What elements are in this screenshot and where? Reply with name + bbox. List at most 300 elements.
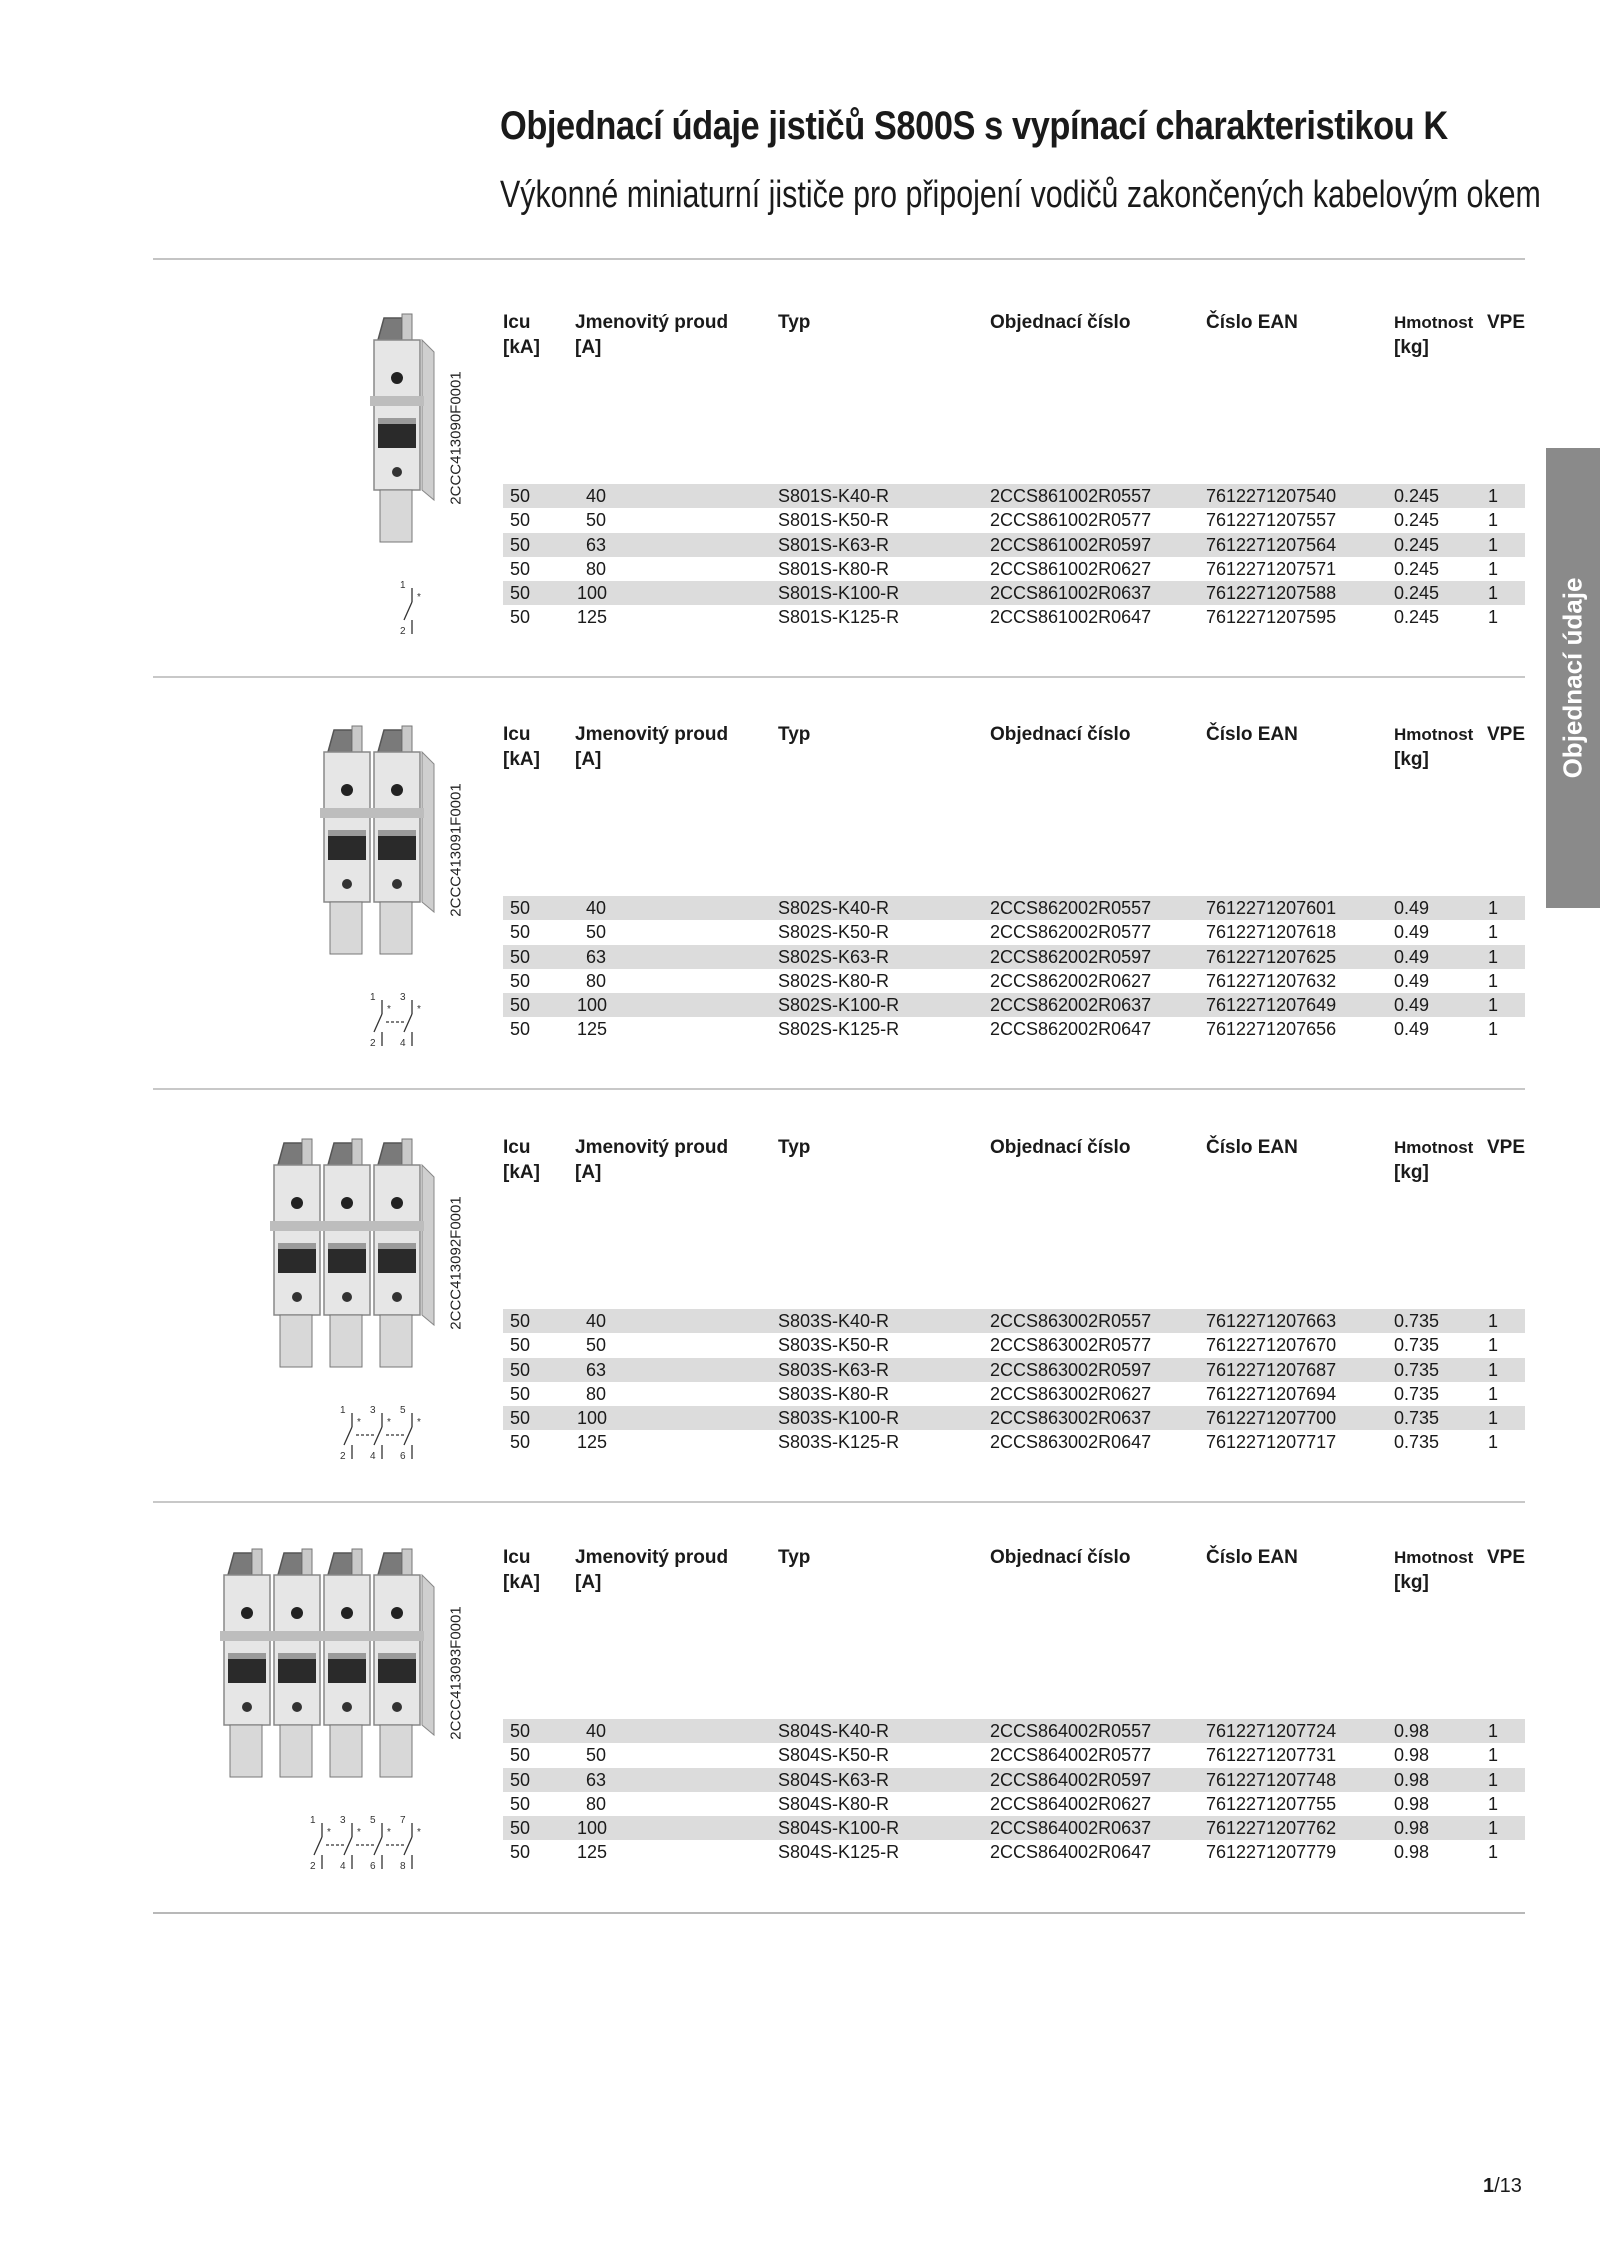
page-subtitle: Výkonné miniaturní jističe pro připojení vodičů zakončených kabelovým okem xyxy=(500,174,1541,216)
table-row xyxy=(503,484,1525,508)
cell-order-number: 2CCS862002R0597 xyxy=(990,946,1152,967)
image-code xyxy=(446,783,466,917)
page-number xyxy=(1483,2175,1522,2198)
cell-type: S804S-K100-R xyxy=(778,1818,900,1839)
terminal-number: 3 xyxy=(400,992,406,1003)
terminal-number: 3 xyxy=(340,1815,346,1826)
cell-ean: 7612271207748 xyxy=(1206,1769,1337,1790)
data-table xyxy=(503,1309,1525,1455)
cell-icu: 50 xyxy=(510,898,531,918)
cell-weight: 0.735 xyxy=(1394,1383,1440,1404)
svg-text:*: * xyxy=(387,1417,391,1428)
header-current-unit: [A] xyxy=(575,337,602,358)
cell-weight: 0.245 xyxy=(1394,534,1440,555)
header-vpe xyxy=(1487,1545,1525,1570)
cell-type: S804S-K50-R xyxy=(778,1745,890,1766)
cell-order-number: 2CCS864002R0627 xyxy=(990,1793,1152,1814)
header-ean-label: Číslo EAN xyxy=(1206,312,1298,333)
cell-icu: 50 xyxy=(510,922,531,943)
table-row xyxy=(503,1816,1525,1840)
header-vpe-label: VPE xyxy=(1487,312,1526,333)
header-ean xyxy=(1206,1545,1298,1570)
cell-vpe: 1 xyxy=(1488,534,1499,555)
breaker-product-image xyxy=(208,1535,436,1800)
breaker-product-image xyxy=(358,300,436,565)
svg-text:*: * xyxy=(357,1827,361,1838)
image-code-text: 2CCC413093F0001 xyxy=(447,1606,465,1740)
table-row xyxy=(503,1792,1525,1816)
cell-ean: 7612271207663 xyxy=(1206,1311,1337,1331)
cell-type: S804S-K80-R xyxy=(778,1793,890,1814)
section-divider xyxy=(153,1088,1525,1090)
terminal-number: 5 xyxy=(370,1815,376,1826)
cell-type: S803S-K125-R xyxy=(778,1432,900,1453)
cell-vpe: 1 xyxy=(1488,1335,1499,1356)
cell-weight: 0.98 xyxy=(1394,1842,1430,1863)
cell-ean: 7612271207762 xyxy=(1206,1818,1337,1839)
cell-weight: 0.245 xyxy=(1394,607,1440,628)
product-section xyxy=(0,702,1600,1116)
data-table xyxy=(503,896,1525,1042)
cell-ean: 7612271207601 xyxy=(1206,898,1337,918)
cell-type: S804S-K40-R xyxy=(778,1721,890,1741)
cell-icu: 50 xyxy=(510,1019,531,1040)
page-index: /13 xyxy=(1494,2175,1522,2197)
cell-current: 40 xyxy=(586,898,607,918)
cell-ean: 7612271207564 xyxy=(1206,534,1337,555)
terminal-number: 7 xyxy=(400,1815,406,1826)
cell-ean: 7612271207618 xyxy=(1206,922,1337,943)
cell-type: S802S-K125-R xyxy=(778,1019,900,1040)
cell-vpe: 1 xyxy=(1488,1745,1499,1766)
svg-text:*: * xyxy=(387,1827,391,1838)
header-current-unit: [A] xyxy=(575,749,602,770)
cell-ean: 7612271207779 xyxy=(1206,1842,1337,1863)
terminal-number: 5 xyxy=(400,1405,406,1416)
product-section xyxy=(0,1115,1600,1529)
table-row xyxy=(503,1358,1525,1382)
header-current xyxy=(575,1135,728,1185)
cell-weight: 0.735 xyxy=(1394,1311,1440,1331)
header-type-label: Typ xyxy=(778,1137,811,1158)
cell-current: 100 xyxy=(577,1818,608,1839)
cell-current: 80 xyxy=(586,1793,607,1814)
header-icu xyxy=(503,310,540,360)
terminal-number: 1 xyxy=(310,1815,316,1826)
cell-icu: 50 xyxy=(510,558,531,579)
cell-weight: 0.49 xyxy=(1394,1019,1430,1040)
cell-vpe: 1 xyxy=(1488,510,1499,531)
header-icu-label: Icu xyxy=(503,312,531,333)
cell-icu: 50 xyxy=(510,607,531,628)
header-weight-unit: [kg] xyxy=(1394,1572,1429,1593)
cell-icu: 50 xyxy=(510,534,531,555)
cell-weight: 0.735 xyxy=(1394,1408,1440,1429)
header-order-number-label: Objednací číslo xyxy=(990,1137,1131,1158)
header-vpe xyxy=(1487,1135,1525,1160)
header-weight xyxy=(1394,1545,1473,1595)
cell-ean: 7612271207724 xyxy=(1206,1721,1337,1741)
cell-order-number: 2CCS864002R0647 xyxy=(990,1842,1152,1863)
table-row xyxy=(503,1309,1525,1333)
table-row xyxy=(503,993,1525,1017)
image-code xyxy=(446,1196,466,1330)
cell-icu: 50 xyxy=(510,486,531,506)
cell-type: S804S-K63-R xyxy=(778,1769,890,1790)
header-icu-label: Icu xyxy=(503,1547,531,1568)
header-type-label: Typ xyxy=(778,724,811,745)
cell-vpe: 1 xyxy=(1488,1019,1499,1040)
cell-order-number: 2CCS861002R0647 xyxy=(990,607,1152,628)
cell-ean: 7612271207588 xyxy=(1206,583,1337,604)
table-row xyxy=(503,1430,1525,1454)
cell-type: S801S-K80-R xyxy=(778,558,890,579)
table-row xyxy=(503,533,1525,557)
cell-type: S803S-K50-R xyxy=(778,1335,890,1356)
cell-weight: 0.98 xyxy=(1394,1745,1430,1766)
cell-order-number: 2CCS863002R0557 xyxy=(990,1311,1152,1331)
cell-order-number: 2CCS864002R0557 xyxy=(990,1721,1152,1741)
table-row xyxy=(503,1333,1525,1357)
cell-order-number: 2CCS862002R0627 xyxy=(990,970,1152,991)
header-weight xyxy=(1394,310,1473,360)
header-weight-label: Hmotnost xyxy=(1394,1548,1474,1567)
cell-ean: 7612271207632 xyxy=(1206,970,1337,991)
section-divider xyxy=(153,1501,1525,1503)
cell-type: S803S-K80-R xyxy=(778,1383,890,1404)
table-row xyxy=(503,945,1525,969)
cell-weight: 0.98 xyxy=(1394,1721,1430,1741)
cell-icu: 50 xyxy=(510,946,531,967)
cell-order-number: 2CCS863002R0577 xyxy=(990,1335,1152,1356)
cell-weight: 0.735 xyxy=(1394,1359,1440,1380)
cell-current: 63 xyxy=(586,1769,607,1790)
cell-current: 63 xyxy=(586,946,607,967)
cell-icu: 50 xyxy=(510,1769,531,1790)
terminal-number: 1 xyxy=(340,1405,346,1416)
header-type xyxy=(778,1545,810,1570)
cell-current: 50 xyxy=(586,1745,607,1766)
header-weight-unit: [kg] xyxy=(1394,1162,1429,1183)
section-divider xyxy=(153,676,1525,678)
cell-vpe: 1 xyxy=(1488,558,1499,579)
data-table xyxy=(503,1719,1525,1865)
cell-type: S803S-K63-R xyxy=(778,1359,890,1380)
cell-order-number: 2CCS862002R0637 xyxy=(990,995,1152,1016)
table-row xyxy=(503,1840,1525,1864)
cell-ean: 7612271207700 xyxy=(1206,1408,1337,1429)
cell-type: S803S-K40-R xyxy=(778,1311,890,1331)
svg-text:*: * xyxy=(327,1827,331,1838)
table-row xyxy=(503,969,1525,993)
cell-icu: 50 xyxy=(510,1842,531,1863)
cell-ean: 7612271207571 xyxy=(1206,558,1337,579)
cell-type: S801S-K100-R xyxy=(778,583,900,604)
header-vpe-label: VPE xyxy=(1487,1547,1526,1568)
svg-text:*: * xyxy=(387,1004,391,1015)
cell-order-number: 2CCS864002R0637 xyxy=(990,1818,1152,1839)
cell-weight: 0.49 xyxy=(1394,946,1430,967)
product-section xyxy=(0,290,1600,704)
header-current xyxy=(575,310,728,360)
header-order-number xyxy=(990,1135,1130,1160)
cell-icu: 50 xyxy=(510,1745,531,1766)
header-icu-label: Icu xyxy=(503,1137,531,1158)
table-row xyxy=(503,1719,1525,1743)
bottom-divider xyxy=(153,1912,1525,1914)
header-ean xyxy=(1206,1135,1298,1160)
cell-icu: 50 xyxy=(510,995,531,1016)
header-vpe xyxy=(1487,722,1525,747)
cell-order-number: 2CCS864002R0597 xyxy=(990,1769,1152,1790)
cell-order-number: 2CCS861002R0637 xyxy=(990,583,1152,604)
header-icu xyxy=(503,722,540,772)
header-current-label: Jmenovitý proud xyxy=(575,724,729,745)
cell-ean: 7612271207540 xyxy=(1206,486,1337,506)
header-icu-unit: [kA] xyxy=(503,337,540,358)
header-ean-label: Číslo EAN xyxy=(1206,724,1298,745)
header-type xyxy=(778,310,810,335)
cell-icu: 50 xyxy=(510,510,531,531)
table-row xyxy=(503,896,1525,920)
cell-type: S802S-K100-R xyxy=(778,995,900,1016)
cell-ean: 7612271207717 xyxy=(1206,1432,1337,1453)
cell-weight: 0.98 xyxy=(1394,1818,1430,1839)
cell-weight: 0.49 xyxy=(1394,995,1430,1016)
svg-text:*: * xyxy=(417,592,421,603)
breaker-product-image xyxy=(258,1125,436,1390)
cell-current: 40 xyxy=(586,1721,607,1741)
cell-icu: 50 xyxy=(510,1432,531,1453)
cell-current: 80 xyxy=(586,1383,607,1404)
cell-type: S802S-K40-R xyxy=(778,898,890,918)
cell-current: 125 xyxy=(577,1432,608,1453)
cell-current: 100 xyxy=(577,995,608,1016)
header-order-number xyxy=(990,1545,1130,1570)
cell-vpe: 1 xyxy=(1488,1721,1499,1741)
cell-vpe: 1 xyxy=(1488,1408,1499,1429)
terminal-number: 1 xyxy=(370,992,376,1003)
header-type xyxy=(778,1135,810,1160)
svg-text:*: * xyxy=(417,1417,421,1428)
header-weight-label: Hmotnost xyxy=(1394,725,1474,744)
cell-weight: 0.245 xyxy=(1394,583,1440,604)
cell-weight: 0.49 xyxy=(1394,922,1430,943)
cell-icu: 50 xyxy=(510,583,531,604)
cell-ean: 7612271207731 xyxy=(1206,1745,1337,1766)
cell-current: 50 xyxy=(586,922,607,943)
cell-ean: 7612271207625 xyxy=(1206,946,1337,967)
cell-order-number: 2CCS861002R0597 xyxy=(990,534,1152,555)
cell-current: 63 xyxy=(586,534,607,555)
cell-vpe: 1 xyxy=(1488,1818,1499,1839)
circuit-symbol xyxy=(330,1405,440,1470)
image-code-text: 2CCC413090F0001 xyxy=(447,371,465,505)
cell-icu: 50 xyxy=(510,1818,531,1839)
header-current-label: Jmenovitý proud xyxy=(575,312,729,333)
header-vpe-label: VPE xyxy=(1487,724,1526,745)
cell-order-number: 2CCS863002R0647 xyxy=(990,1432,1152,1453)
cell-order-number: 2CCS862002R0647 xyxy=(990,1019,1152,1040)
cell-ean: 7612271207656 xyxy=(1206,1019,1337,1040)
cell-weight: 0.98 xyxy=(1394,1769,1430,1790)
header-current-label: Jmenovitý proud xyxy=(575,1547,729,1568)
cell-order-number: 2CCS861002R0627 xyxy=(990,558,1152,579)
cell-order-number: 2CCS861002R0557 xyxy=(990,486,1152,506)
cell-type: S801S-K40-R xyxy=(778,486,890,506)
cell-order-number: 2CCS861002R0577 xyxy=(990,510,1152,531)
image-code xyxy=(446,1606,466,1740)
cell-current: 50 xyxy=(586,1335,607,1356)
cell-vpe: 1 xyxy=(1488,1769,1499,1790)
header-icu-label: Icu xyxy=(503,724,531,745)
cell-current: 125 xyxy=(577,1019,608,1040)
cell-vpe: 1 xyxy=(1488,607,1499,628)
header-ean xyxy=(1206,722,1298,747)
cell-type: S801S-K63-R xyxy=(778,534,890,555)
header-icu-unit: [kA] xyxy=(503,1162,540,1183)
cell-vpe: 1 xyxy=(1488,1432,1499,1453)
image-code xyxy=(446,371,466,505)
terminal-number: 2 xyxy=(370,1038,376,1049)
cell-vpe: 1 xyxy=(1488,486,1499,506)
header-type-label: Typ xyxy=(778,1547,811,1568)
cell-icu: 50 xyxy=(510,1383,531,1404)
cell-weight: 0.735 xyxy=(1394,1335,1440,1356)
cell-weight: 0.245 xyxy=(1394,510,1440,531)
cell-current: 100 xyxy=(577,583,608,604)
header-type xyxy=(778,722,810,747)
cell-weight: 0.245 xyxy=(1394,486,1440,506)
cell-icu: 50 xyxy=(510,1721,531,1741)
svg-text:*: * xyxy=(417,1827,421,1838)
cell-ean: 7612271207649 xyxy=(1206,995,1337,1016)
header-weight-label: Hmotnost xyxy=(1394,313,1474,332)
terminal-number: 4 xyxy=(340,1861,346,1872)
header-current-unit: [A] xyxy=(575,1162,602,1183)
page-title: Objednací údaje jističů S800S s vypínací charakteristikou K xyxy=(500,104,1448,148)
header-current xyxy=(575,722,728,772)
cell-order-number: 2CCS864002R0577 xyxy=(990,1745,1152,1766)
header-ean-label: Číslo EAN xyxy=(1206,1547,1298,1568)
cell-vpe: 1 xyxy=(1488,970,1499,991)
cell-weight: 0.245 xyxy=(1394,558,1440,579)
cell-type: S802S-K80-R xyxy=(778,970,890,991)
cell-weight: 0.735 xyxy=(1394,1432,1440,1453)
cell-current: 100 xyxy=(577,1408,608,1429)
cell-vpe: 1 xyxy=(1488,1793,1499,1814)
cell-type: S804S-K125-R xyxy=(778,1842,900,1863)
image-code-text: 2CCC413092F0001 xyxy=(447,1196,465,1330)
cell-current: 80 xyxy=(586,970,607,991)
cell-order-number: 2CCS863002R0637 xyxy=(990,1408,1152,1429)
header-order-number xyxy=(990,722,1130,747)
cell-current: 80 xyxy=(586,558,607,579)
cell-current: 40 xyxy=(586,486,607,506)
header-order-number-label: Objednací číslo xyxy=(990,724,1131,745)
terminal-number: 8 xyxy=(400,1861,406,1872)
product-section xyxy=(0,1525,1600,1939)
table-row xyxy=(503,581,1525,605)
header-order-number xyxy=(990,310,1130,335)
table-row xyxy=(503,508,1525,532)
cell-ean: 7612271207557 xyxy=(1206,510,1337,531)
svg-text:*: * xyxy=(417,1004,421,1015)
header-icu-unit: [kA] xyxy=(503,749,540,770)
header-icu xyxy=(503,1545,540,1595)
cell-order-number: 2CCS863002R0597 xyxy=(990,1359,1152,1380)
cell-icu: 50 xyxy=(510,1311,531,1331)
header-order-number-label: Objednací číslo xyxy=(990,1547,1131,1568)
cell-icu: 50 xyxy=(510,1359,531,1380)
cell-icu: 50 xyxy=(510,1793,531,1814)
cell-weight: 0.98 xyxy=(1394,1793,1430,1814)
cell-current: 40 xyxy=(586,1311,607,1331)
cell-order-number: 2CCS862002R0557 xyxy=(990,898,1152,918)
cell-weight: 0.49 xyxy=(1394,970,1430,991)
table-row xyxy=(503,1768,1525,1792)
data-table xyxy=(503,484,1525,630)
header-ean-label: Číslo EAN xyxy=(1206,1137,1298,1158)
cell-ean: 7612271207670 xyxy=(1206,1335,1337,1356)
header-current xyxy=(575,1545,728,1595)
table-row xyxy=(503,557,1525,581)
cell-vpe: 1 xyxy=(1488,1311,1499,1331)
page-chapter: 1 xyxy=(1483,2175,1495,2197)
cell-weight: 0.49 xyxy=(1394,898,1430,918)
cell-vpe: 1 xyxy=(1488,946,1499,967)
header-weight-unit: [kg] xyxy=(1394,337,1429,358)
table-row xyxy=(503,1406,1525,1430)
header-vpe xyxy=(1487,310,1525,335)
cell-type: S802S-K50-R xyxy=(778,922,890,943)
header-type-label: Typ xyxy=(778,312,811,333)
cell-vpe: 1 xyxy=(1488,898,1499,918)
header-vpe-label: VPE xyxy=(1487,1137,1526,1158)
terminal-number: 3 xyxy=(370,1405,376,1416)
cell-icu: 50 xyxy=(510,970,531,991)
header-weight-unit: [kg] xyxy=(1394,749,1429,770)
terminal-number: 1 xyxy=(400,580,406,591)
terminal-number: 6 xyxy=(370,1861,376,1872)
cell-type: S801S-K125-R xyxy=(778,607,900,628)
svg-text:*: * xyxy=(357,1417,361,1428)
breaker-product-image xyxy=(308,712,436,977)
cell-current: 125 xyxy=(577,607,608,628)
title-divider xyxy=(153,258,1525,260)
terminal-number: 4 xyxy=(400,1038,406,1049)
cell-current: 63 xyxy=(586,1359,607,1380)
header-current-unit: [A] xyxy=(575,1572,602,1593)
header-icu xyxy=(503,1135,540,1185)
terminal-number: 4 xyxy=(370,1451,376,1462)
cell-vpe: 1 xyxy=(1488,1842,1499,1863)
table-row xyxy=(503,920,1525,944)
cell-vpe: 1 xyxy=(1488,1359,1499,1380)
header-icu-unit: [kA] xyxy=(503,1572,540,1593)
terminal-number: 6 xyxy=(400,1451,406,1462)
cell-vpe: 1 xyxy=(1488,922,1499,943)
table-row xyxy=(503,1382,1525,1406)
cell-order-number: 2CCS862002R0577 xyxy=(990,922,1152,943)
terminal-number: 2 xyxy=(400,626,406,637)
header-order-number-label: Objednací číslo xyxy=(990,312,1131,333)
cell-type: S802S-K63-R xyxy=(778,946,890,967)
cell-ean: 7612271207755 xyxy=(1206,1793,1337,1814)
cell-ean: 7612271207687 xyxy=(1206,1359,1337,1380)
cell-vpe: 1 xyxy=(1488,995,1499,1016)
cell-ean: 7612271207694 xyxy=(1206,1383,1337,1404)
